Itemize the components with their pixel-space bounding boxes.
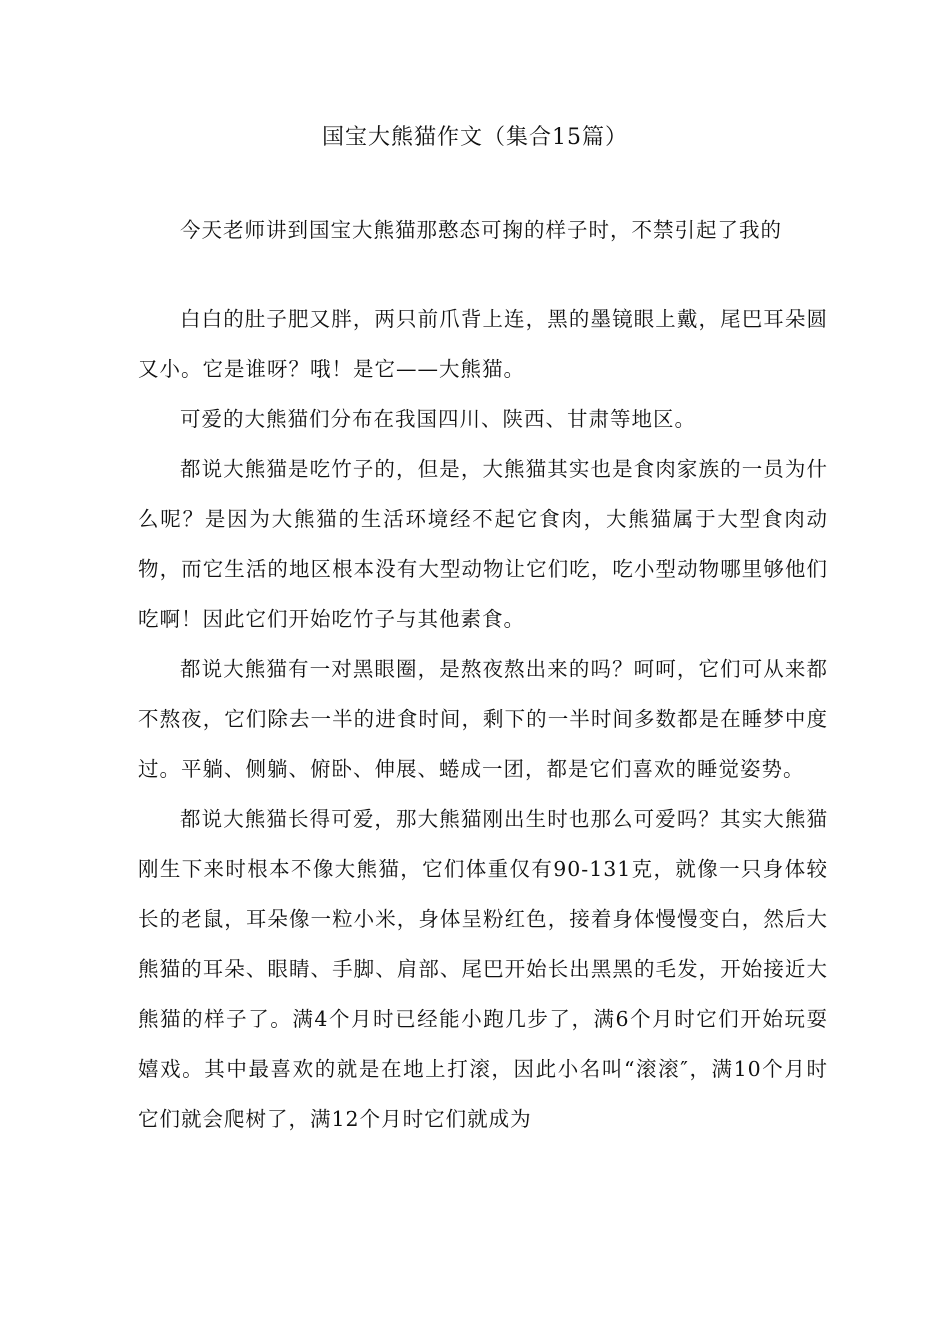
paragraph-5: 都说大熊猫长得可爱，那大熊猫刚出生时也那么可爱吗？其实大熊猫刚生下来时根本不像大熊猫，它们体重仅有90-131克，就像一只身体较长的老鼠，耳朵像一粒小米，身体呈粉红色，接着身体慢慢变白，然后大熊猫的耳朵、眼睛、手脚、肩部、尾巴开始长出黑黑的毛发，开始接近大熊猫的样子了。满4个月时已经能小跑几步了，满6个月时它们开始玩耍嬉戏。其中最喜欢的就是在地上打滚，因此小名叫“滚滚″，满10个月时它们就会爬树了，满12个月时它们就成为 (138, 807, 828, 1131)
paragraph-3: 都说大熊猫是吃竹子的，但是，大熊猫其实也是食肉家族的一员为什么呢？是因为大熊猫的生活环境经不起它食肉，大熊猫属于大型食肉动物，而它生活的地区根本没有大型动物让它们吃，吃小型动物哪里够他们吃啊！因此它们开始吃竹子与其他素食。 (138, 457, 828, 631)
paragraph-4: 都说大熊猫有一对黑眼圈，是熬夜熬出来的吗？呵呵，它们可从来都不熬夜，它们除去一半的进食时间，剩下的一半时间多数都是在睡梦中度过。平躺、侧躺、俯卧、伸展、蜷成一团，都是它们喜欢的睡觉姿势。 (138, 657, 828, 781)
intro-paragraph (138, 205, 828, 255)
paragraph-1: 白白的肚子肥又胖，两只前爪背上连，黑的墨镜眼上戴，尾巴耳朵圆又小。它是谁呀？哦！是它——大熊猫。 (138, 307, 828, 381)
document-title: 国宝大熊猫作文（集合15篇） (322, 125, 628, 150)
intro-text: 今天老师讲到国宝大熊猫那憨态可掬的样子时，不禁引起了我的 (180, 218, 782, 242)
document-body (138, 294, 828, 1144)
paragraph-2: 可爱的大熊猫们分布在我国四川、陕西、甘肃等地区。 (180, 407, 696, 431)
